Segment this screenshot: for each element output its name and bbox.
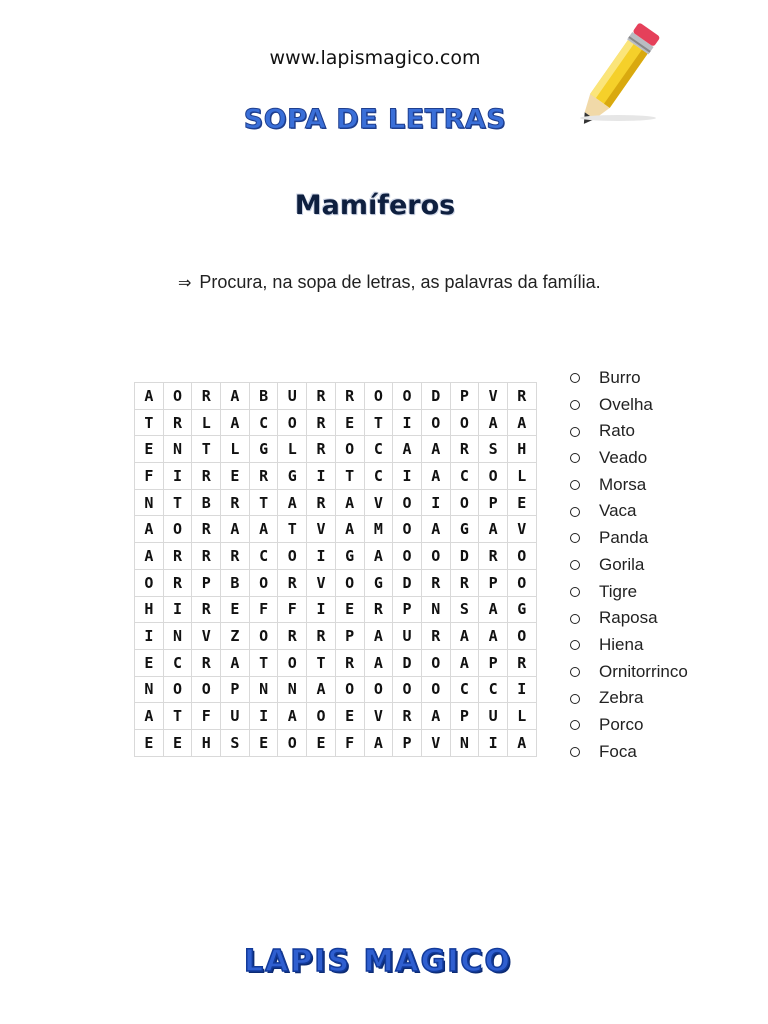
word-label: Zebra (599, 688, 644, 708)
grid-cell[interactable]: T (278, 516, 307, 543)
grid-cell[interactable]: F (335, 729, 364, 756)
grid-cell[interactable]: C (479, 676, 508, 703)
word-label: Burro (599, 368, 641, 387)
grid-cell[interactable]: I (307, 596, 336, 623)
grid-cell[interactable]: P (393, 596, 422, 623)
grid-cell[interactable]: O (335, 676, 364, 703)
grid-cell[interactable]: D (393, 569, 422, 596)
grid-cell[interactable]: O (163, 516, 192, 543)
grid-cell[interactable]: N (135, 489, 164, 516)
grid-cell[interactable]: A (278, 489, 307, 516)
grid-cell[interactable]: P (192, 569, 221, 596)
grid-cell[interactable]: E (135, 649, 164, 676)
grid-cell[interactable]: O (163, 676, 192, 703)
grid-cell[interactable]: O (364, 383, 393, 410)
grid-cell[interactable]: N (163, 623, 192, 650)
grid-cell[interactable]: R (249, 463, 278, 490)
grid-cell[interactable]: P (479, 569, 508, 596)
grid-cell[interactable]: A (479, 623, 508, 650)
grid-cell[interactable]: I (249, 703, 278, 730)
grid-cell[interactable]: O (450, 409, 479, 436)
grid-row (135, 383, 537, 410)
grid-cell[interactable]: R (507, 649, 536, 676)
circle-bullet-icon (570, 667, 580, 677)
circle-bullet-icon (570, 400, 580, 410)
circle-bullet-icon (570, 720, 580, 730)
grid-cell[interactable]: A (307, 676, 336, 703)
grid-cell[interactable]: G (450, 516, 479, 543)
grid-cell[interactable]: E (135, 436, 164, 463)
grid-cell[interactable]: P (221, 676, 250, 703)
grid-cell[interactable]: V (507, 516, 536, 543)
grid-cell[interactable]: O (393, 516, 422, 543)
grid-cell[interactable]: C (249, 543, 278, 570)
grid-cell[interactable]: E (135, 729, 164, 756)
grid-cell[interactable]: R (192, 463, 221, 490)
grid-cell[interactable]: A (364, 623, 393, 650)
grid-cell[interactable]: F (278, 596, 307, 623)
grid-cell[interactable]: L (507, 463, 536, 490)
grid-cell[interactable]: T (163, 703, 192, 730)
grid-cell[interactable]: T (249, 489, 278, 516)
grid-row (135, 703, 537, 730)
grid-cell[interactable]: O (393, 489, 422, 516)
grid-cell[interactable]: O (421, 409, 450, 436)
circle-bullet-icon (570, 587, 580, 597)
grid-cell[interactable]: V (364, 489, 393, 516)
grid-cell[interactable]: R (450, 436, 479, 463)
instruction (178, 272, 601, 293)
grid-cell[interactable]: R (421, 623, 450, 650)
grid-cell[interactable]: A (421, 463, 450, 490)
word-label: Ovelha (599, 394, 653, 414)
word-list-item (568, 632, 688, 659)
grid-cell[interactable]: A (221, 409, 250, 436)
grid-cell[interactable]: I (135, 623, 164, 650)
word-list (568, 365, 688, 765)
word-list-item (568, 418, 688, 445)
circle-bullet-icon (570, 560, 580, 570)
grid-cell[interactable]: A (364, 729, 393, 756)
word-list-item (568, 712, 688, 739)
grid-cell[interactable]: N (249, 676, 278, 703)
word-label: Porco (599, 714, 644, 734)
grid-cell[interactable]: V (307, 569, 336, 596)
grid-cell[interactable]: B (221, 569, 250, 596)
grid-cell[interactable]: A (278, 703, 307, 730)
grid-cell[interactable]: I (507, 676, 536, 703)
grid-cell[interactable]: F (135, 463, 164, 490)
word-label: Raposa (599, 608, 658, 628)
grid-cell[interactable]: O (364, 676, 393, 703)
grid-cell[interactable]: O (421, 676, 450, 703)
grid-cell[interactable]: N (163, 436, 192, 463)
grid-cell[interactable]: I (421, 489, 450, 516)
activity-title: SOPA DE LETRAS (243, 104, 507, 135)
circle-bullet-icon (570, 507, 580, 517)
grid-row (135, 543, 537, 570)
grid-cell[interactable]: R (192, 543, 221, 570)
word-list-item (568, 685, 688, 712)
grid-cell[interactable]: G (249, 436, 278, 463)
grid-cell[interactable]: O (278, 649, 307, 676)
grid-cell[interactable]: A (450, 623, 479, 650)
grid-cell[interactable]: L (221, 436, 250, 463)
word-label: Hiena (599, 634, 644, 654)
grid-cell[interactable]: A (135, 516, 164, 543)
grid-cell[interactable]: A (364, 649, 393, 676)
footer-logo: LAPIS MAGICO (244, 944, 512, 979)
grid-cell[interactable]: H (507, 436, 536, 463)
word-list-item (568, 365, 688, 392)
grid-cell[interactable]: I (393, 409, 422, 436)
grid-cell[interactable]: C (364, 463, 393, 490)
word-label: Veado (599, 448, 648, 468)
grid-row (135, 649, 537, 676)
grid-cell[interactable]: C (450, 676, 479, 703)
grid-cell[interactable]: D (393, 649, 422, 676)
grid-cell[interactable]: T (307, 649, 336, 676)
grid-row (135, 729, 537, 756)
word-list-item (568, 579, 688, 606)
grid-cell[interactable]: O (278, 729, 307, 756)
grid-cell[interactable]: G (335, 543, 364, 570)
word-label: Gorila (599, 554, 645, 574)
grid-cell[interactable]: R (221, 543, 250, 570)
word-list-item (568, 525, 688, 552)
grid-cell[interactable]: A (364, 543, 393, 570)
grid-cell[interactable]: R (507, 383, 536, 410)
grid-cell[interactable]: R (307, 489, 336, 516)
grid-cell[interactable]: T (249, 649, 278, 676)
circle-bullet-icon (570, 533, 580, 543)
grid-cell[interactable]: E (507, 489, 536, 516)
grid-cell[interactable]: N (135, 676, 164, 703)
arrow-icon: ⇒ (178, 273, 192, 292)
word-list-item (568, 445, 688, 472)
grid-cell[interactable]: L (278, 436, 307, 463)
grid-cell[interactable]: O (507, 623, 536, 650)
grid-row (135, 463, 537, 490)
grid-cell[interactable]: E (335, 596, 364, 623)
grid-cell[interactable]: O (393, 383, 422, 410)
topic-title: Mamíferos (294, 190, 456, 221)
grid-cell[interactable]: C (450, 463, 479, 490)
word-list-item (568, 605, 688, 632)
grid-cell[interactable]: B (192, 489, 221, 516)
grid-cell[interactable]: R (192, 596, 221, 623)
grid-cell[interactable]: R (307, 409, 336, 436)
grid-cell[interactable]: R (192, 516, 221, 543)
grid-cell[interactable]: S (479, 436, 508, 463)
grid-row (135, 516, 537, 543)
grid-cell[interactable]: I (393, 463, 422, 490)
grid-cell[interactable]: T (192, 436, 221, 463)
word-label: Vaca (599, 501, 637, 521)
grid-cell[interactable]: R (192, 383, 221, 410)
word-list-item (568, 552, 688, 579)
grid-cell[interactable]: P (393, 729, 422, 756)
grid-cell[interactable]: O (421, 649, 450, 676)
circle-bullet-icon (570, 453, 580, 463)
grid-cell[interactable]: F (249, 596, 278, 623)
grid-cell[interactable]: A (221, 516, 250, 543)
grid-cell[interactable]: R (221, 489, 250, 516)
grid-cell[interactable]: A (135, 543, 164, 570)
grid-cell[interactable]: A (450, 649, 479, 676)
grid-cell[interactable]: C (364, 436, 393, 463)
circle-bullet-icon (570, 694, 580, 704)
grid-cell[interactable]: R (278, 569, 307, 596)
word-label: Rato (599, 421, 635, 441)
grid-cell[interactable]: E (335, 409, 364, 436)
instruction-text: Procura, na sopa de letras, as palavras da família. (199, 272, 601, 292)
grid-cell[interactable]: E (221, 463, 250, 490)
grid-cell[interactable]: N (421, 596, 450, 623)
grid-cell[interactable]: A (479, 516, 508, 543)
grid-cell[interactable]: R (278, 623, 307, 650)
grid-cell[interactable]: L (192, 409, 221, 436)
grid-cell[interactable]: V (192, 623, 221, 650)
word-label: Panda (599, 528, 649, 548)
grid-cell[interactable]: H (135, 596, 164, 623)
grid-cell[interactable]: G (507, 596, 536, 623)
grid-cell[interactable]: U (221, 703, 250, 730)
grid-cell[interactable]: O (450, 489, 479, 516)
grid-cell[interactable]: A (479, 409, 508, 436)
grid-cell[interactable]: A (221, 383, 250, 410)
grid-cell[interactable]: A (393, 436, 422, 463)
grid-cell[interactable]: V (479, 383, 508, 410)
word-search-grid (134, 382, 537, 757)
circle-bullet-icon (570, 640, 580, 650)
grid-cell[interactable]: A (135, 383, 164, 410)
grid-cell[interactable]: P (479, 649, 508, 676)
grid-cell[interactable]: N (278, 676, 307, 703)
grid-cell[interactable]: I (163, 463, 192, 490)
word-label: Morsa (599, 474, 647, 494)
grid-cell[interactable]: O (393, 543, 422, 570)
word-list-item (568, 498, 688, 525)
grid-cell[interactable]: O (507, 569, 536, 596)
grid-cell[interactable]: P (479, 489, 508, 516)
grid-cell[interactable]: V (364, 703, 393, 730)
grid-cell[interactable]: T (335, 463, 364, 490)
grid-cell[interactable]: A (507, 729, 536, 756)
grid-cell[interactable]: S (450, 596, 479, 623)
word-label: Foca (599, 741, 637, 761)
grid-cell[interactable]: O (278, 409, 307, 436)
grid-cell[interactable]: R (421, 569, 450, 596)
grid-cell[interactable]: E (163, 729, 192, 756)
grid-cell[interactable]: A (335, 516, 364, 543)
grid-row (135, 596, 537, 623)
grid-cell[interactable]: P (450, 383, 479, 410)
grid-cell[interactable]: G (278, 463, 307, 490)
grid-cell[interactable]: R (192, 649, 221, 676)
grid-cell[interactable]: T (364, 409, 393, 436)
grid-row (135, 436, 537, 463)
grid-cell[interactable]: A (421, 436, 450, 463)
grid-cell[interactable]: A (135, 703, 164, 730)
grid-cell[interactable]: A (335, 489, 364, 516)
grid-cell[interactable]: I (307, 463, 336, 490)
grid-cell[interactable]: O (135, 569, 164, 596)
grid-cell[interactable]: R (393, 703, 422, 730)
grid-cell[interactable]: O (421, 543, 450, 570)
grid-cell[interactable]: L (507, 703, 536, 730)
grid-cell[interactable]: A (221, 649, 250, 676)
grid-cell[interactable]: A (479, 596, 508, 623)
grid-cell[interactable]: R (335, 649, 364, 676)
grid-cell[interactable]: D (421, 383, 450, 410)
grid-cell[interactable]: G (364, 569, 393, 596)
grid-cell[interactable]: C (249, 409, 278, 436)
grid-cell[interactable]: R (307, 436, 336, 463)
website-url: www.lapismagico.com (269, 47, 481, 69)
word-list-item (568, 739, 688, 766)
grid-cell[interactable]: A (249, 516, 278, 543)
grid-cell[interactable]: O (249, 623, 278, 650)
grid-cell[interactable]: I (163, 596, 192, 623)
circle-bullet-icon (570, 747, 580, 757)
grid-cell[interactable]: O (278, 543, 307, 570)
grid-cell[interactable]: O (479, 463, 508, 490)
grid-cell[interactable]: I (307, 543, 336, 570)
grid-cell[interactable]: R (163, 543, 192, 570)
grid-cell[interactable]: S (221, 729, 250, 756)
grid-cell[interactable]: V (421, 729, 450, 756)
grid-cell[interactable]: N (450, 729, 479, 756)
grid-cell[interactable]: H (192, 729, 221, 756)
circle-bullet-icon (570, 614, 580, 624)
grid-row (135, 569, 537, 596)
grid-cell[interactable]: O (393, 676, 422, 703)
grid-cell[interactable]: E (221, 596, 250, 623)
grid-cell[interactable]: R (307, 383, 336, 410)
grid-cell[interactable]: O (307, 703, 336, 730)
grid-cell[interactable]: P (335, 623, 364, 650)
grid-cell[interactable]: O (335, 436, 364, 463)
word-label: Tigre (599, 581, 638, 601)
grid-cell[interactable]: R (335, 383, 364, 410)
grid-cell[interactable]: T (135, 409, 164, 436)
grid-cell[interactable]: V (307, 516, 336, 543)
circle-bullet-icon (570, 373, 580, 383)
grid-cell[interactable]: R (163, 409, 192, 436)
grid-cell[interactable]: A (421, 703, 450, 730)
grid-row (135, 623, 537, 650)
grid-cell[interactable]: R (450, 569, 479, 596)
grid-cell[interactable]: E (335, 703, 364, 730)
grid-cell[interactable]: U (479, 703, 508, 730)
grid-cell[interactable]: O (335, 569, 364, 596)
grid-cell[interactable]: O (249, 569, 278, 596)
grid-cell[interactable]: A (507, 409, 536, 436)
grid-cell[interactable]: O (192, 676, 221, 703)
word-list-item (568, 472, 688, 499)
grid-cell[interactable]: P (450, 703, 479, 730)
grid-cell[interactable]: F (192, 703, 221, 730)
grid-cell[interactable]: O (507, 543, 536, 570)
grid-cell[interactable]: R (307, 623, 336, 650)
grid-cell[interactable]: R (479, 543, 508, 570)
grid-cell[interactable]: M (364, 516, 393, 543)
grid-row (135, 409, 537, 436)
grid-cell[interactable]: Z (221, 623, 250, 650)
grid-cell[interactable]: E (307, 729, 336, 756)
grid-cell[interactable]: D (450, 543, 479, 570)
grid-cell[interactable]: A (421, 516, 450, 543)
grid-cell[interactable]: R (163, 569, 192, 596)
grid-cell[interactable]: U (393, 623, 422, 650)
grid-cell[interactable]: O (163, 383, 192, 410)
grid-cell[interactable]: I (479, 729, 508, 756)
circle-bullet-icon (570, 480, 580, 490)
word-label: Ornitorrinco (599, 661, 688, 681)
grid-cell[interactable]: U (278, 383, 307, 410)
grid-row (135, 676, 537, 703)
circle-bullet-icon (570, 427, 580, 437)
grid-cell[interactable]: C (163, 649, 192, 676)
grid-cell[interactable]: B (249, 383, 278, 410)
grid-cell[interactable]: R (364, 596, 393, 623)
grid-row (135, 489, 537, 516)
word-list-item (568, 659, 688, 686)
grid-cell[interactable]: E (249, 729, 278, 756)
grid-cell[interactable]: T (163, 489, 192, 516)
word-list-item (568, 392, 688, 419)
